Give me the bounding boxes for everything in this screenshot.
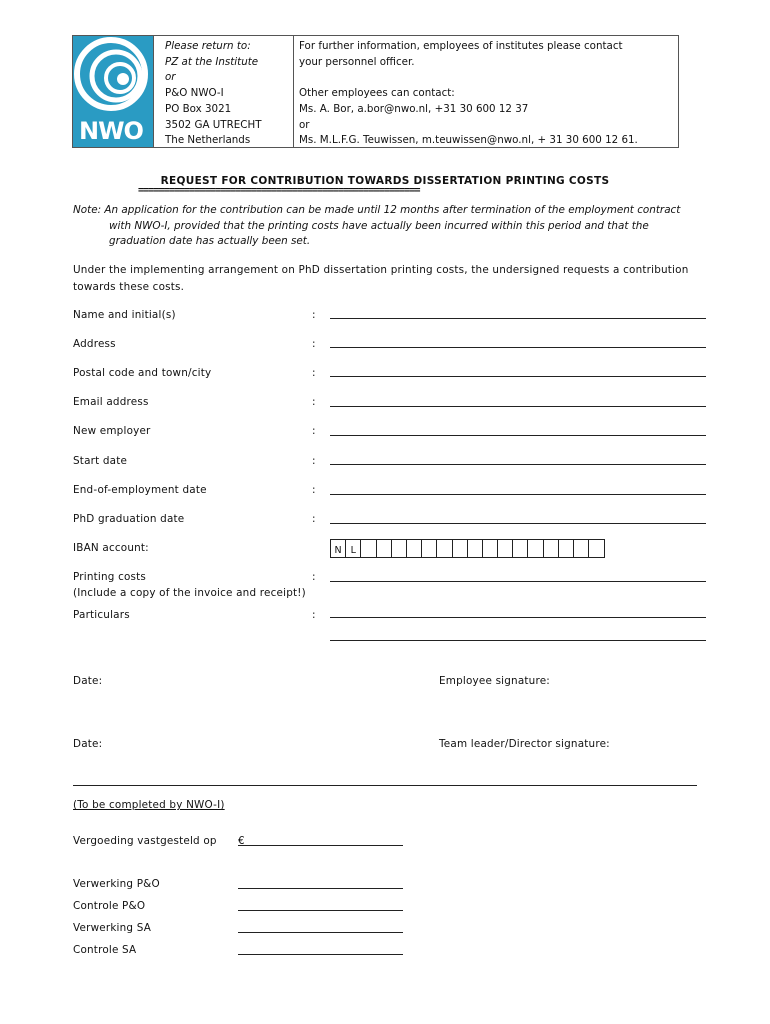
iban-cell[interactable] bbox=[377, 540, 392, 557]
contact-line-1: For further information, employees of institutes please contact bbox=[299, 40, 623, 52]
iban-cell[interactable] bbox=[422, 540, 437, 557]
particulars-colon: : bbox=[312, 609, 316, 621]
form-title: REQUEST FOR CONTRIBUTION TOWARDS DISSERTATION PRINTING COSTS bbox=[160, 175, 610, 187]
iban-cell[interactable] bbox=[361, 540, 376, 557]
date-label-1: Date: bbox=[73, 675, 103, 687]
contact-line-5: Ms. A. Bor, a.bor@nwo.nl, +31 30 600 12 37 bbox=[299, 102, 529, 115]
iban-cell-country-2: L bbox=[346, 540, 361, 557]
contact-line-7: Ms. M.L.F.G. Teuwissen, m.teuwissen@nwo.nl, + 31 30 600 12 61. bbox=[299, 134, 638, 147]
particulars-field-2[interactable] bbox=[330, 640, 706, 641]
header-box bbox=[72, 35, 679, 148]
iban-cell[interactable] bbox=[392, 540, 407, 557]
controle-po-field[interactable] bbox=[238, 910, 403, 911]
vergoeding-field[interactable] bbox=[238, 845, 403, 846]
return-or: or bbox=[165, 71, 176, 84]
vergoeding-label: Vergoeding vastgesteld op bbox=[73, 835, 217, 847]
contact-line-4: Other employees can contact: bbox=[299, 87, 455, 100]
date-label-2: Date: bbox=[73, 738, 103, 750]
email-label: Email address bbox=[73, 396, 149, 408]
iban-field[interactable] bbox=[330, 539, 605, 558]
printing-colon: : bbox=[312, 571, 316, 583]
employer-label: New employer bbox=[73, 425, 151, 437]
employer-colon: : bbox=[312, 425, 316, 437]
iban-cell[interactable] bbox=[437, 540, 452, 557]
iban-cell[interactable] bbox=[528, 540, 543, 557]
contact-line-6: or bbox=[299, 118, 310, 131]
iban-cell[interactable] bbox=[559, 540, 574, 557]
graduation-colon: : bbox=[312, 513, 316, 525]
return-address bbox=[165, 39, 261, 149]
return-org: P&O NWO-I bbox=[165, 87, 224, 100]
header-divider bbox=[293, 36, 294, 147]
verwerking-po-field[interactable] bbox=[238, 888, 403, 889]
address-colon: : bbox=[312, 338, 316, 350]
particulars-label: Particulars bbox=[73, 609, 130, 621]
nwo-logo bbox=[73, 36, 154, 147]
postal-label: Postal code and town/city bbox=[73, 367, 212, 379]
employee-signature-label: Employee signature: bbox=[439, 675, 551, 687]
iban-label: IBAN account: bbox=[73, 542, 149, 554]
name-colon: : bbox=[312, 309, 316, 321]
contact-info bbox=[299, 39, 638, 149]
printing-label: Printing costs bbox=[73, 571, 147, 583]
currency-symbol: € bbox=[238, 835, 245, 847]
office-heading: (To be completed by NWO-I) bbox=[73, 799, 225, 811]
return-institute: PZ at the Institute bbox=[165, 55, 259, 68]
note-line-2: with NWO-I, provided that the printing costs have actually been incurred within this period and that the bbox=[109, 219, 649, 232]
postal-colon: : bbox=[312, 367, 316, 379]
graduation-label: PhD graduation date bbox=[73, 513, 185, 525]
start-field[interactable] bbox=[330, 464, 706, 465]
end-colon: : bbox=[312, 484, 316, 496]
address-field[interactable] bbox=[330, 347, 706, 348]
printing-field[interactable] bbox=[330, 581, 706, 582]
start-label: Start date bbox=[73, 455, 128, 467]
note-line-3: graduation date has actually been set. bbox=[109, 235, 311, 248]
iban-cell-country-1: N bbox=[331, 540, 346, 557]
contact-line-2: your personnel officer. bbox=[299, 55, 415, 68]
iban-cell[interactable] bbox=[574, 540, 589, 557]
email-field[interactable] bbox=[330, 406, 706, 407]
address-label: Address bbox=[73, 338, 116, 350]
controle-po-label: Controle P&O bbox=[73, 900, 146, 912]
name-label: Name and initial(s) bbox=[73, 309, 176, 321]
note bbox=[73, 203, 680, 250]
return-label: Please return to: bbox=[165, 40, 251, 52]
end-label: End-of-employment date bbox=[73, 484, 207, 496]
separator-line bbox=[73, 785, 697, 786]
email-colon: : bbox=[312, 396, 316, 408]
iban-cell[interactable] bbox=[483, 540, 498, 557]
iban-cell[interactable] bbox=[513, 540, 528, 557]
name-field[interactable] bbox=[330, 318, 706, 319]
iban-cell[interactable] bbox=[407, 540, 422, 557]
verwerking-po-label: Verwerking P&O bbox=[73, 878, 160, 890]
contact-spacer bbox=[299, 70, 638, 86]
leader-signature-label: Team leader/Director signature: bbox=[439, 738, 610, 750]
postal-field[interactable] bbox=[330, 376, 706, 377]
employer-field[interactable] bbox=[330, 435, 706, 436]
return-country: The Netherlands bbox=[165, 134, 251, 147]
iban-cell[interactable] bbox=[498, 540, 513, 557]
intro-text: Under the implementing arrangement on PhD dissertation printing costs, the undersigned requests a contribution towards these costs. bbox=[73, 264, 689, 293]
verwerking-sa-field[interactable] bbox=[238, 932, 403, 933]
printing-note: (Include a copy of the invoice and receipt!) bbox=[73, 587, 306, 599]
iban-cell[interactable] bbox=[468, 540, 483, 557]
iban-cell[interactable] bbox=[589, 540, 604, 557]
iban-cell[interactable] bbox=[544, 540, 559, 557]
return-pobox: PO Box 3021 bbox=[165, 102, 232, 115]
return-city: 3502 GA UTRECHT bbox=[165, 118, 262, 131]
particulars-field-1[interactable] bbox=[330, 617, 706, 618]
title-underline: ======================================================= bbox=[138, 185, 420, 196]
controle-sa-field[interactable] bbox=[238, 954, 403, 955]
iban-cell[interactable] bbox=[453, 540, 468, 557]
note-line-1: Note: An application for the contribution can be made until 12 months after termination of the employment contract bbox=[73, 204, 681, 216]
controle-sa-label: Controle SA bbox=[73, 944, 137, 956]
graduation-field[interactable] bbox=[330, 523, 706, 524]
start-colon: : bbox=[312, 455, 316, 467]
logo-text: NWO bbox=[79, 117, 143, 145]
verwerking-sa-label: Verwerking SA bbox=[73, 922, 152, 934]
end-field[interactable] bbox=[330, 494, 706, 495]
